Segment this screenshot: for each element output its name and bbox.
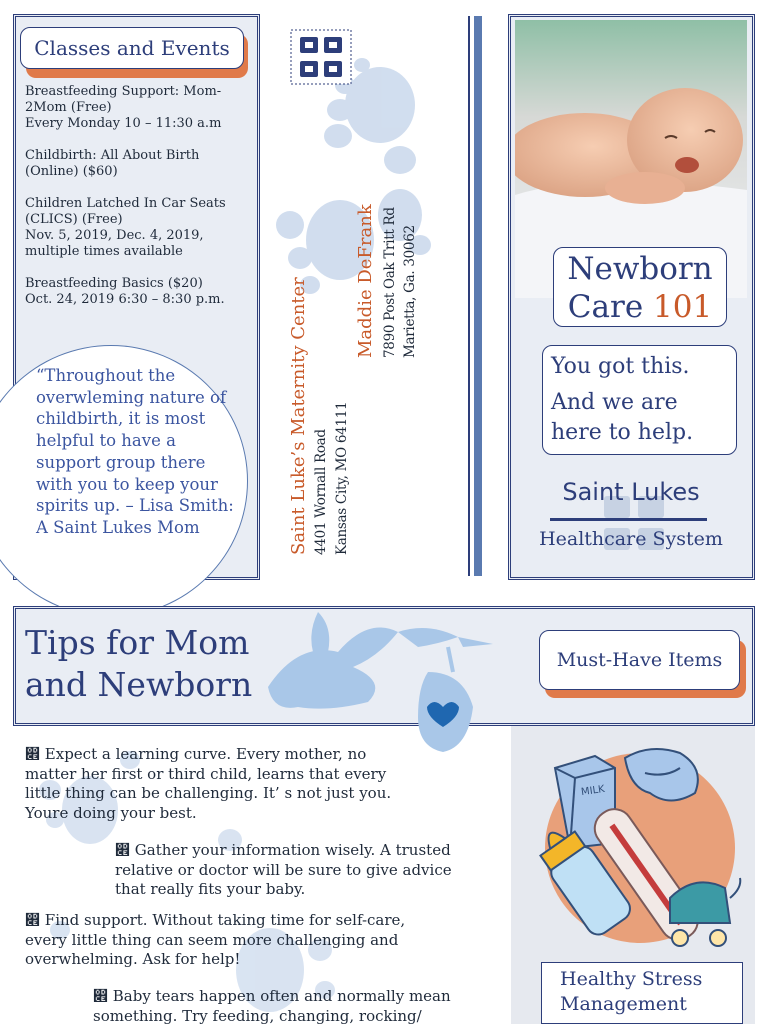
milk-label: MILK — [580, 783, 606, 799]
class-item: Childbirth: All About Birth (Online) ($60) — [25, 148, 200, 179]
logo-stamp-icon — [290, 29, 352, 85]
baby-items-illustration — [530, 738, 750, 958]
recipient-street: 7890 Post Oak Tritt Rd — [382, 207, 398, 358]
classes-title: Classes and Events — [34, 36, 230, 60]
brand-subtitle: Healthcare System — [539, 528, 723, 550]
return-address-street: 4401 Wornall Road — [313, 429, 329, 555]
class-item: Breastfeeding Basics ($20) Oct. 24, 2019 6:30 – 8:30 p.m. — [25, 276, 225, 307]
stroller-icon — [670, 878, 740, 946]
classes-list — [25, 84, 250, 324]
stress-management-card — [541, 962, 743, 1024]
tip-item: ෎ Expect a learning curve. Every mother, no matter her first or third child, learns that every little thing can be challenging. It’ s not just you. Youre doing your best. — [25, 745, 392, 822]
class-item: Breastfeeding Support: Mom-2Mom (Free) Every Monday 10 – 11:30 a.m — [25, 84, 222, 131]
tip-bullet-icon: ෎ — [25, 911, 40, 929]
cover-title-card — [553, 247, 727, 327]
must-have-card — [539, 630, 740, 690]
tips-title — [25, 622, 252, 706]
return-address-name: Saint Luke’s Maternity Center — [288, 277, 309, 555]
recipient-name: Maddie DeFrank — [355, 204, 376, 358]
tip-bullet-icon: ෎ — [93, 987, 108, 1005]
cover-title-line1: Newborn — [567, 251, 713, 287]
tip-item: ෎ Find support. Without taking time for self-care, every little thing can seem more challenging and overwhelming. Ask for help! — [25, 911, 406, 968]
tagline-card — [542, 345, 737, 455]
tagline-line3: here to help. — [551, 420, 694, 445]
tip-bullet-icon: ෎ — [25, 745, 40, 763]
tip-bullet-icon: ෎ — [115, 841, 130, 859]
tagline-line1: You got this. — [551, 354, 690, 379]
recipient-city: Marietta, Ga. 30062 — [402, 225, 418, 358]
testimonial-quote: “Throughout the overwleming nature of childbirth, it is most helpful to have a support group there with you to keep your spirits up. – Lisa Smith: A Saint Lukes Mom — [36, 366, 234, 537]
tagline-line2: And we are — [551, 390, 678, 415]
class-item: Children Latched In Car Seats (CLICS) (Free) Nov. 5, 2019, Dec. 4, 2019, multiple times available — [25, 196, 226, 259]
stress-title-line2: Management — [560, 993, 687, 1015]
classes-title-card — [20, 27, 244, 69]
tips-title-line1: Tips for Mom — [25, 623, 250, 662]
fold-line-divider — [468, 16, 470, 576]
brand-underline — [550, 518, 707, 521]
cover-title-care: Care — [567, 289, 654, 325]
return-address-city: Kansas City, MO 64111 — [334, 401, 350, 555]
tips-title-line2: and Newborn — [25, 665, 253, 704]
tip-item: ෎ Gather your information wisely. A trusted relative or doctor will be sure to give advice that really fits your baby. — [115, 841, 452, 898]
fold-line-divider — [474, 16, 482, 576]
cover-title-101: 101 — [653, 289, 713, 325]
stress-title-line1: Healthy Stress — [560, 968, 703, 990]
must-have-title: Must-Have Items — [556, 649, 723, 671]
brand-name: Saint Lukes — [562, 478, 700, 506]
tip-item: ෎ Baby tears happen often and normally mean something. Try feeding, changing, rocking/ — [93, 987, 451, 1025]
